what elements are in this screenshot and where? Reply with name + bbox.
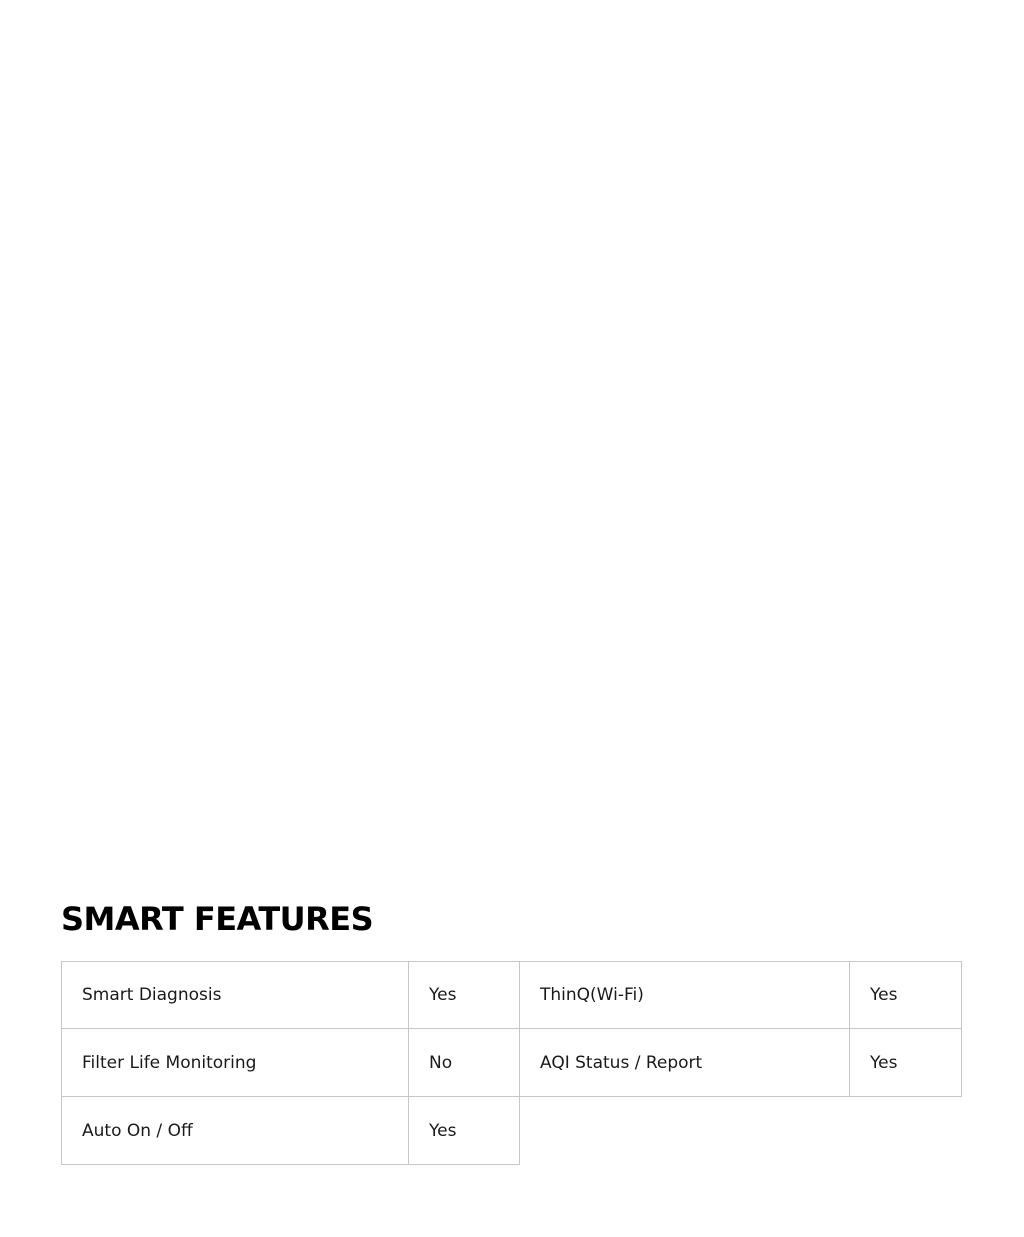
feature-value-auto-on-off: Yes bbox=[408, 1096, 520, 1165]
feature-label-thinq-wifi: ThinQ(Wi-Fi) bbox=[519, 961, 850, 1029]
feature-label-filter-life-monitoring: Filter Life Monitoring bbox=[61, 1028, 409, 1097]
feature-value-filter-life-monitoring: No bbox=[408, 1028, 520, 1097]
feature-value-thinq-wifi: Yes bbox=[849, 961, 962, 1029]
feature-label-smart-diagnosis: Smart Diagnosis bbox=[61, 961, 409, 1029]
feature-label-auto-on-off: Auto On / Off bbox=[61, 1096, 409, 1165]
feature-label-aqi-status-report: AQI Status / Report bbox=[519, 1028, 850, 1097]
feature-value-smart-diagnosis: Yes bbox=[408, 961, 520, 1029]
feature-value-aqi-status-report: Yes bbox=[849, 1028, 962, 1097]
section-title: SMART FEATURES bbox=[61, 900, 374, 938]
